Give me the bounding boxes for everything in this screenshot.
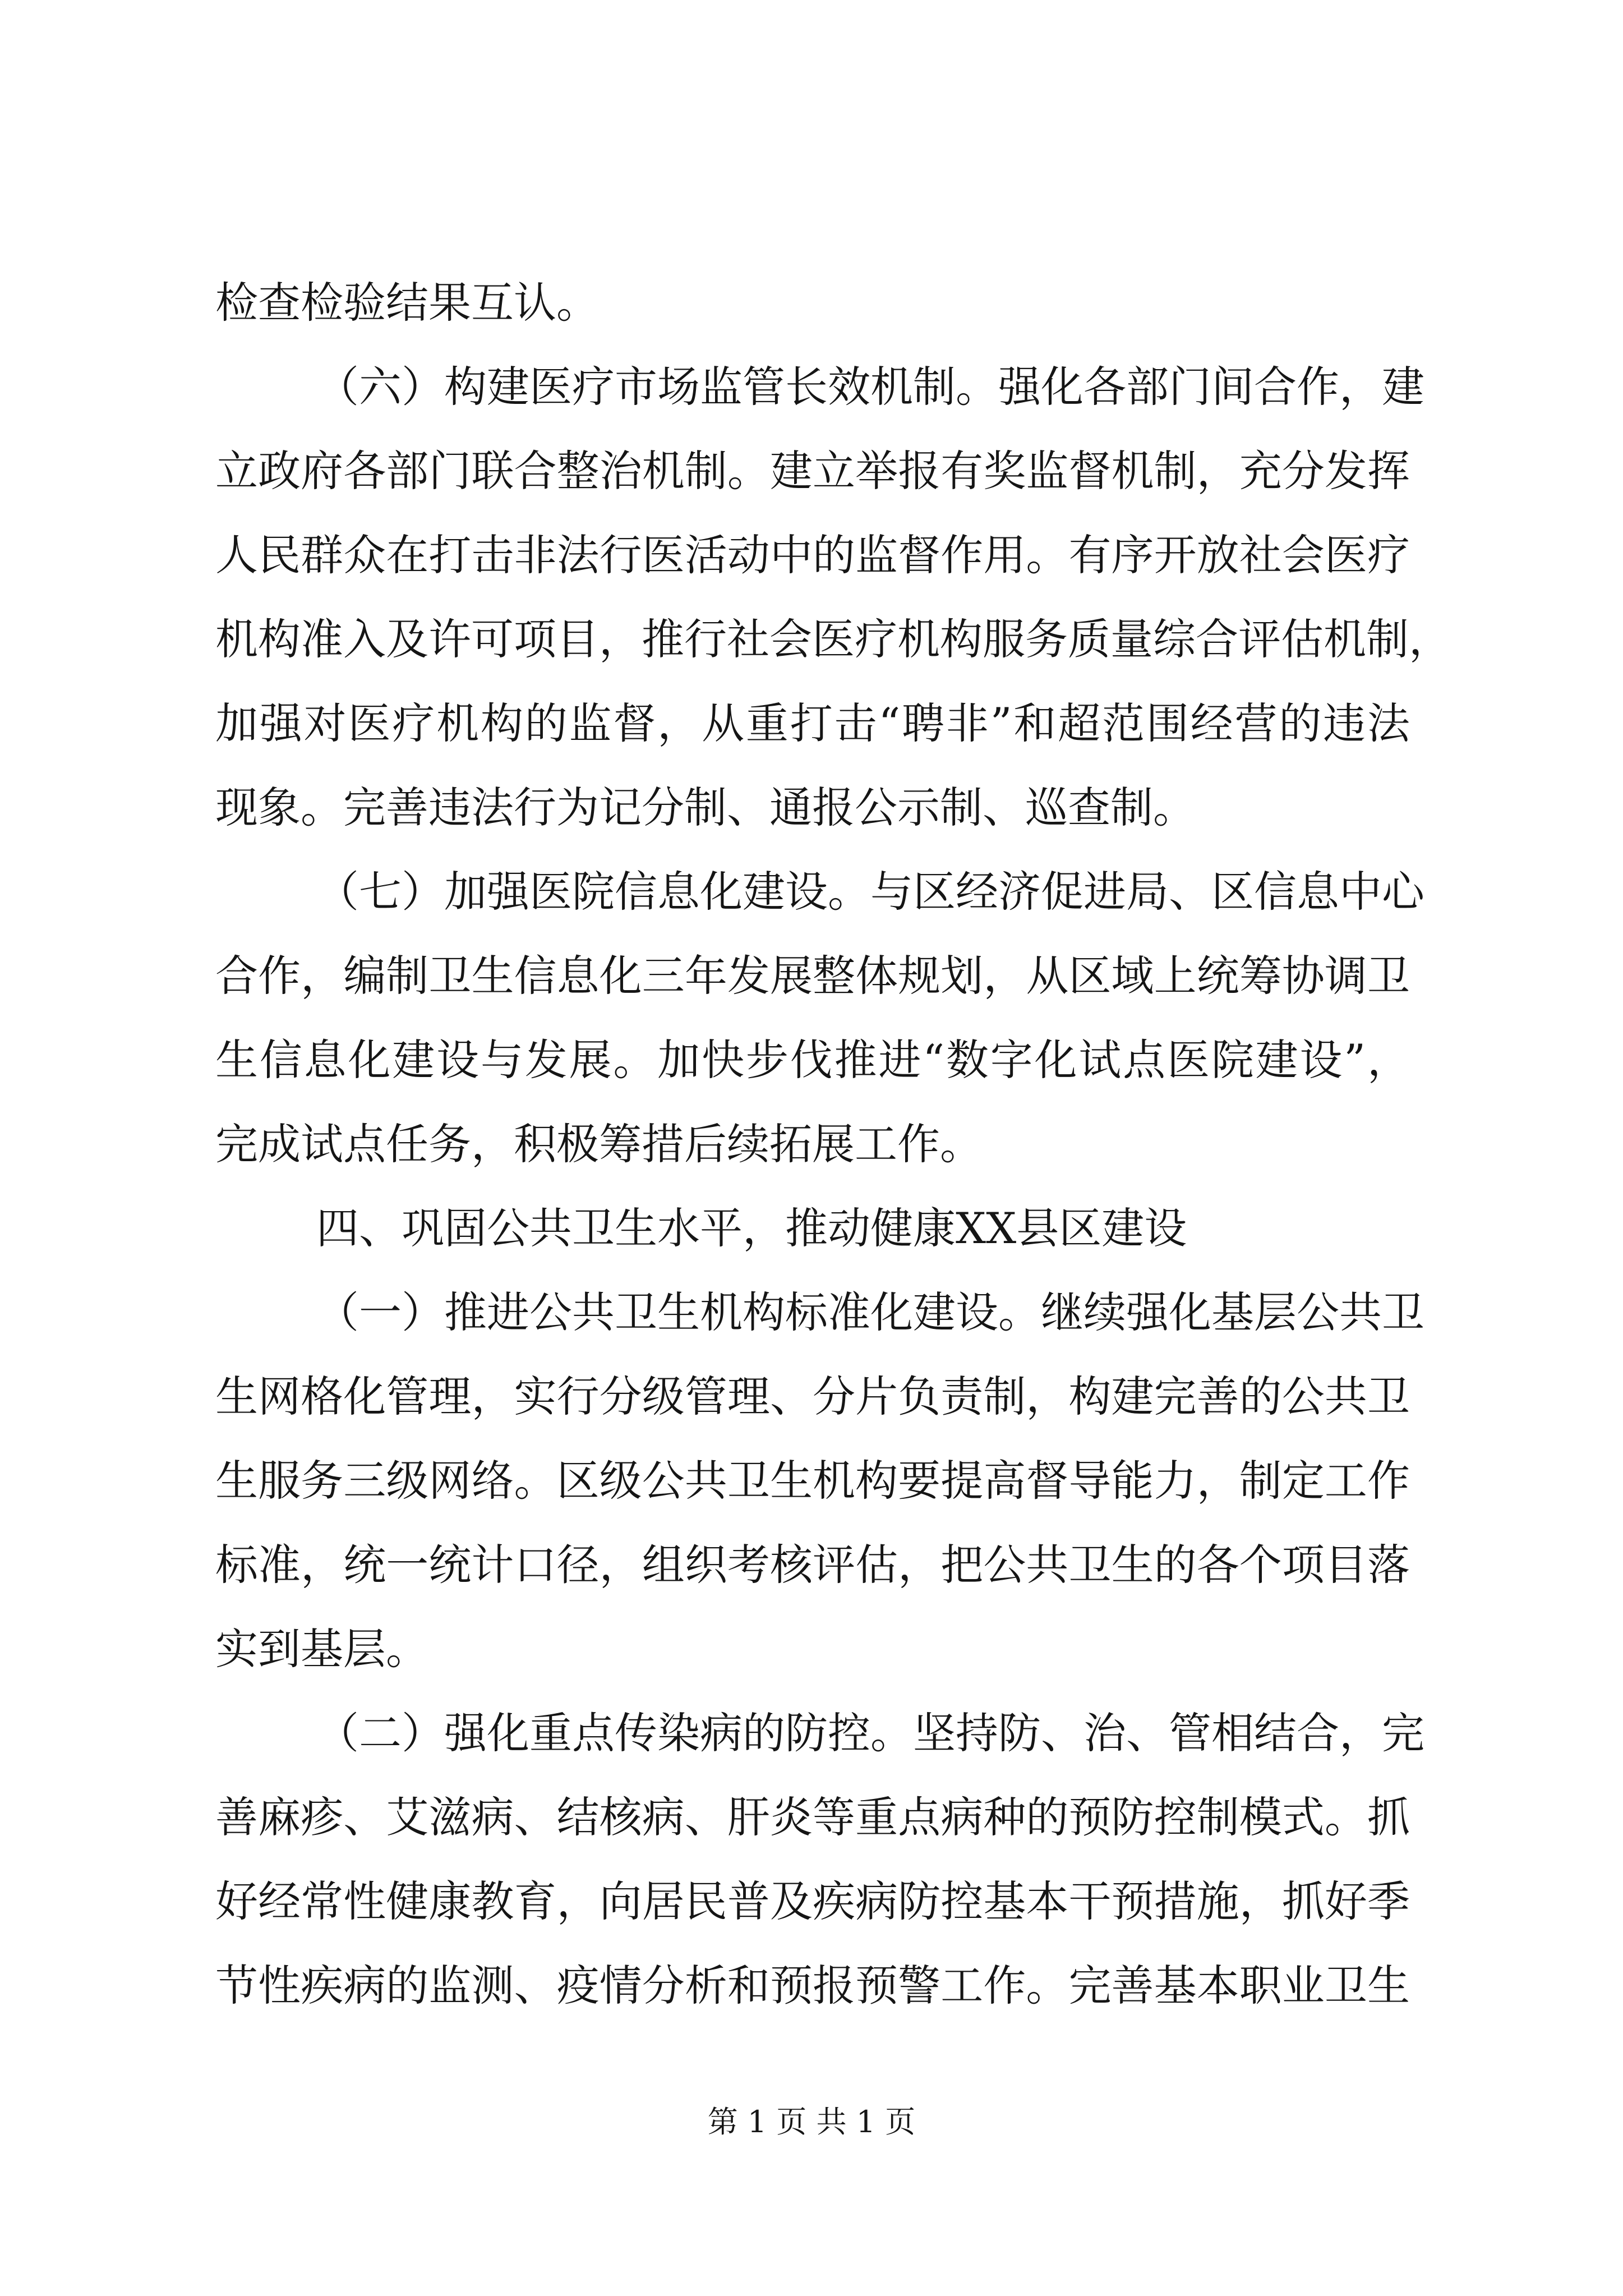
chapter-4-heading: 四、巩固公共卫生水平，推动健康XX县区建设 [316, 1203, 1187, 1253]
paragraph-line: 合作，编制卫生信息化三年发展整体规划，从区域上统筹协调卫 [215, 951, 1410, 1001]
paragraph-line: 生网格化管理，实行分级管理、分片负责制，构建完善的公共卫 [215, 1372, 1410, 1421]
paragraph-line: 生服务三级网络。区级公共卫生机构要提高督导能力，制定工作 [215, 1456, 1410, 1506]
paragraph-line: 生信息化建设与发展。加快步伐推进“数字化试点医院建设”， [215, 1035, 1410, 1085]
paragraph-line: 机构准入及许可项目，推行社会医疗机构服务质量综合评估机制， [215, 614, 1451, 664]
paragraph-line: 现象。完善违法行为记分制、通报公示制、巡查制。 [215, 783, 1196, 832]
document-body [215, 261, 1451, 2112]
paragraph-line: 实到基层。 [215, 1624, 428, 1674]
paragraph-line: 好经常性健康教育，向居民普及疾病防控基本干预措施，抓好季 [215, 1876, 1410, 1926]
section-2-heading-line: （二）强化重点传染病的防控。坚持防、治、管相结合，完 [316, 1708, 1424, 1758]
paragraph-line: 人民群众在打击非法行医活动中的监督作用。有序开放社会医疗 [215, 530, 1410, 580]
paragraph-line: 节性疾病的监测、疫情分析和预报预警工作。完善基本职业卫生 [215, 1961, 1410, 2010]
paragraph-line: 检查检验结果互认。 [215, 278, 599, 328]
paragraph-line: 加强对医疗机构的监督，从重打击“聘非”和超范围经营的违法 [215, 698, 1410, 748]
paragraph-line: 善麻疹、艾滋病、结核病、肝炎等重点病种的预防控制模式。抓 [215, 1792, 1410, 1842]
paragraph-line: 立政府各部门联合整治机制。建立举报有奖监督机制，充分发挥 [215, 446, 1410, 496]
section-6-heading-line: （六）构建医疗市场监管长效机制。强化各部门间合作，建 [316, 362, 1424, 412]
page-footer: 第 1 页 共 1 页 [707, 2104, 916, 2139]
section-7-heading-line: （七）加强医院信息化建设。与区经济促进局、区信息中心 [316, 867, 1424, 917]
paragraph-line: 标准，统一统计口径，组织考核评估，把公共卫生的各个项目落 [215, 1540, 1410, 1590]
section-1-heading-line: （一）推进公共卫生机构标准化建设。继续强化基层公共卫 [316, 1287, 1424, 1337]
paragraph-line: 完成试点任务，积极筹措后续拓展工作。 [215, 1119, 983, 1169]
